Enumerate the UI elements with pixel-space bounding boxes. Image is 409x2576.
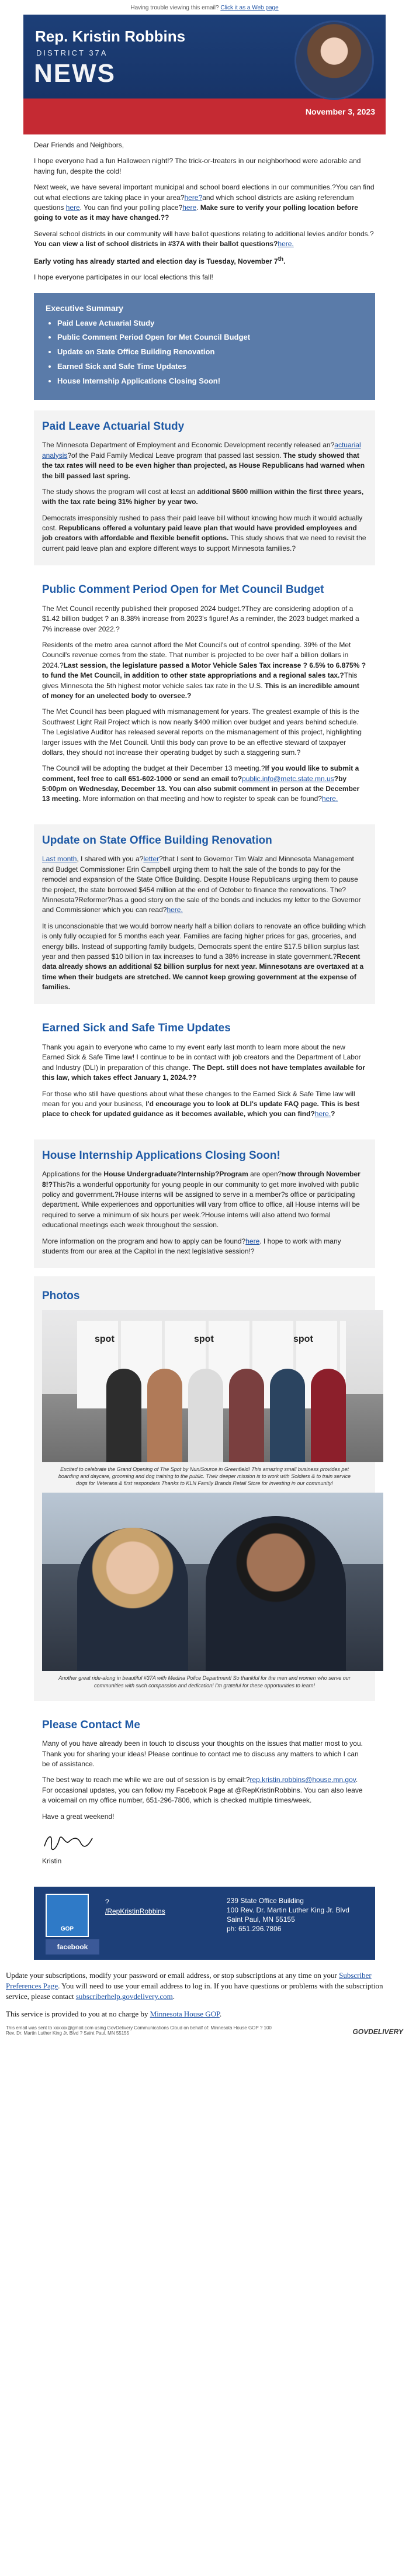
sob-p1-text: , I shared with you a? [77,855,144,864]
summary-title: Executive Summary [46,303,124,313]
met-council-p4-text-b: More information on that meeting and how to register to speak can be found? [81,795,322,803]
paid-leave-p3-text: Democrats irresponsibly rushed to pass their paid leave bill without knowing how much it would actually cost. [42,513,363,533]
sob-p1 [42,854,367,915]
intro-p3-bold: You can view a list of school districts in #37A with their ballot questions? [34,240,278,248]
esst-p2 [42,1089,367,1120]
section-photos [34,1276,375,1700]
ballot-questions-link[interactable]: here. [278,240,294,248]
newsletter-header [23,15,386,134]
person [77,1528,188,1671]
web-page-link[interactable]: Click it as a Web page [220,5,279,11]
paid-leave-p1-text: The Minnesota Department of Employment and Economic Development recently released an? [42,441,335,450]
dli-faq-link[interactable]: here. [314,1110,331,1118]
backdrop-logo: spot [293,1334,313,1344]
view-as-webpage-bar [0,0,409,15]
polling-place-link[interactable]: here [182,203,197,212]
service-provider-text [6,2009,403,2019]
met-council-p4-bold-b: ?by 5:00pm on Wednesday, December 13. You can also submit comment in person at the December 13 meeting. [42,774,360,803]
internship-p1-text: Applications for the [42,1170,104,1179]
legal-footer [0,2019,409,2036]
intro-p2-text-b: and which school districts are asking referendum questions [34,193,354,212]
district-label: DISTRICT 37A [36,49,108,57]
person [106,1369,141,1462]
provider-text: This service is provided to you at no charge by [6,2009,150,2019]
intro-p5: I hope everyone participates in our local elections this fall! [34,272,213,281]
email-link[interactable]: rep.kristin.robbins@house.mn.gov [249,1776,356,1784]
internship-apply-link[interactable]: here [245,1237,260,1245]
met-council-p2 [42,640,367,701]
intro-p3 [34,229,375,250]
met-council-meeting-link[interactable]: here. [321,795,338,803]
footer-contact-box [34,1887,375,1960]
met-council-p4-bold: If you would like to submit a comment, feel free to call 651-602-1000 or send an email to? [42,764,359,783]
internship-p1-text-b: are open? [248,1170,282,1179]
signoff: Kristin [42,1857,62,1866]
internship-p1-text-c: This?is a wonderful opportunity for young people in our community to get more involved with public policy and government.?House interns will be assigned to serve in a member?s office or participating department. While experiences and opportunities will vary from office to office, all House interns will be required to serve a minimum of six hours per week.?House interns will also attend two formal educational meetings each week throughout the session. [42,1180,360,1230]
internship-p1 [42,1169,367,1230]
signature-image [42,1831,95,1852]
paid-leave-p2-text: The study shows the program will cost at least an [42,487,197,496]
intro-p2 [34,182,375,223]
intro-p2-text-d: . [196,203,200,212]
govdelivery-logo: GOVDELIVERY [352,2028,403,2036]
greeting: Dear Friends and Neighbors, [34,141,124,149]
section-met-council [34,574,375,816]
met-council-p4 [42,764,367,804]
reformer-story-link[interactable]: here. [167,906,183,914]
paid-leave-p3 [42,513,367,554]
contact-p1: Many of you have already been in touch to discuss your thoughts on the issues that matter most to you. Thank you for sharing your ideas! Please continue to contact me to discuss any matters to which I can be of assistance. [42,1739,363,1768]
esst-p2-text: For those who still have questions about what these changes to the Earned Sick & Safe Time law will mean for you and your business, [42,1089,355,1108]
address-line: 239 State Office Building [227,1896,304,1905]
esst-p2-end: ? [331,1110,335,1118]
met-council-p2-text-b: This gives Minnesota the 5th highest motor vehicle sales tax rate in the U.S. [42,671,358,690]
contact-p2 [42,1775,367,1805]
met-council-p4-text: The Council will be adopting the budget at their December 13 meeting.? [42,764,265,773]
paid-leave-p1 [42,440,367,481]
sob-p2-bold: Recent data already shows an additional $2 billion surplus for next year. Minnesotans are overtaxed at a time when their budgets are stretched. We cannot keep growing government at the expense of families. [42,952,364,992]
unsub-text-c: . [172,1992,175,2001]
subscription-info [0,1960,409,2020]
unsub-text: Update your subscriptions, modify your password or email address, or stop subscriptions at any time on your [6,1970,339,1980]
esst-p1 [42,1042,367,1083]
photo-caption: Another great ride-along in beautiful #37A with Medina Police Department! So thankful for the men and women who serve our communities with such compassion and dedication! I'm grateful for these opportunities to learn! [58,1675,351,1688]
provider-text-end: . [219,2009,222,2019]
summary-item: • Update on State Office Building Renovation [57,347,363,358]
contact-p3: Have a great weekend! [42,1812,115,1821]
intro-p3-text: Several school districts in our community will have ballot questions relating to additional levies and/or bonds.? [34,229,374,238]
section-paid-leave [34,410,375,565]
rep-portrait [294,20,374,100]
unsub-text-b: . You will need to use your email address to log in. If you have questions or problems with the subscription service, please contact [6,1981,383,2001]
last-month-link[interactable]: Last month [42,855,77,864]
backdrop-logo: spot [194,1334,214,1344]
person [270,1369,305,1462]
section-heading: Earned Sick and Safe Time Updates [42,1022,231,1035]
intro-p4-sup: th [278,255,284,263]
person [311,1369,346,1462]
paid-leave-p1-bold: The study showed that the tax rates will need to be even higher than projected, as House Republicans had warned when the bill passed last spring. [42,451,365,480]
intro-p2-bold: Make sure to verify your polling location before going to vote as it may have changed.?? [34,203,358,222]
subscription-text [6,1970,403,2002]
subscriber-preferences-link[interactable]: Subscriber Preferences Page [6,1970,372,1990]
news-title: NEWS [34,59,116,88]
legal-line: This email was sent to xxxxxx@gmail.com using GovDelivery Communications Cloud on behalf of: Minnesota House GOP ? 100 [6,2025,272,2031]
elections-link[interactable]: here? [184,193,203,202]
intro-p4-bold: Early voting has already started and election day is Tuesday, November 7 [34,257,278,265]
photo-ride-along [42,1493,383,1671]
person [206,1516,346,1671]
office-address [227,1896,349,1934]
intro-p2-text: Next week, we have several important municipal and school board elections in our communities.?You can find out what elections are taking place in your area? [34,183,375,202]
facebook-handle-link[interactable]: /RepKristinRobbins [105,1907,165,1915]
paid-leave-p2 [42,487,367,507]
sob-p2-text: It is unconscionable that we would borrow nearly half a billion dollars to renovate an office building which is only fully occupied for 5 months each year. Families are facing higher prices for gas, groceries, and energy bills. Instead of supporting family budgets, Democrats spent the entire $17.5 billion surplus last year and then passed $10 billion in tax increases to fund a 38% increase in state government.? [42,921,366,961]
house-gop-link[interactable]: Minnesota House GOP [150,2009,220,2019]
newsletter [23,15,386,1960]
internship-p1-bold: House Undergraduate?Internship?Program [103,1170,248,1179]
photo-caption: Excited to celebrate the Grand Opening of The Spot by NuniSource in Greenfield! This amazing small business provides pet boarding and daycare, grooming and dog training to the public. Their deeper mission is to work with Soldiers & to train service dogs for Veterans & first responders Thanks to KLN Family Brands Retail Store for investing in our community! [58,1466,351,1487]
rep-name: Rep. Kristin Robbins [35,27,186,45]
legal-line: Rev. Dr. Martin Luther King Jr. Blvd ? Saint Paul, MN 55155 [6,2031,130,2036]
photo-grand-opening [42,1310,383,1462]
section-heading: Paid Leave Actuarial Study [42,420,185,433]
address-line: 100 Rev. Dr. Martin Luther King Jr. Blvd [227,1905,349,1914]
paid-leave-p3-bold: Republicans offered a voluntary paid leave plan that would have provided employees and job creators with affordable and flexible benefit options. [42,524,357,543]
paid-leave-p3-text-b: This study shows that we need to revisit the current paid leave plan and explore different ways to support Minnesota families.? [42,534,366,553]
internship-p1-bold-b: now through November 8!? [42,1170,361,1189]
met-council-p1: The Met Council recently published their proposed 2024 budget.?They are considering adoption of a $1.42 billion budget ? an 8.38% increase from 2023's figure! As a reminder, the 2023 budget marked a 7% increase over 2022.? [42,604,359,633]
met-council-email-link[interactable]: public.info@metc.state.mn.us [242,774,334,783]
section-heading: House Internship Applications Closing Soon! [42,1149,280,1162]
internship-p2 [42,1237,367,1257]
issue-date: November 3, 2023 [305,107,375,116]
person [147,1369,182,1462]
met-council-p3: The Met Council has been plagued with mismanagement for years. The greatest example of this is the Southwest Light Rail Project which is now nearly $400 million over budget and years behind schedule. The Legislative Auditor has released several reports on the mismanagement of this project, highlighting larger issues with the Met Council. Until this body can prove to be an effective steward of taxpayer dollars, they should not increase their operating budget by such a staggering sum.? [42,707,362,757]
executive-summary [34,293,375,400]
actuarial-analysis-link[interactable]: actuarial analysis [42,441,361,460]
paid-leave-p2-bold: additional $600 million within the first three years, with the tax rate being 31% higher by year two. [42,487,364,506]
intro-p4 [34,255,375,267]
intro-p1: I hope everyone had a fun Halloween night!? The trick-or-treaters in our neighborhood were adorable and having fun, despite the cold! [34,157,361,175]
referendum-link[interactable]: here [65,203,80,212]
legal-text [6,2025,272,2036]
summary-item: • Earned Sick and Safe Time Updates [57,361,363,372]
backdrop-logo: spot [95,1334,115,1344]
section-internship [34,1139,375,1269]
contact-p2-text: The best way to reach me while we are out of session is by email:? [42,1776,250,1784]
section-heading: Please Contact Me [42,1718,140,1731]
summary-item: • House Internship Applications Closing Soon! [57,376,363,387]
contact-p2-text-b: . For occasional updates, you can follow my Facebook Page at @RepKristinRobbins. You can also leave a voicemail on my office number, 651-296-7806, which is checked multiple times/week. [42,1776,363,1805]
paid-leave-p1-text-b: ?of the Paid Family Medical Leave program that passed last session. [67,451,283,460]
sob-p2 [42,921,367,993]
section-state-office-building [34,824,375,1004]
intro-p2-text-c: . You can find your polling place? [79,203,183,212]
internship-p2-text-b: . I hope to work with many students from our area at the Capitol in the next legislative session!? [42,1237,341,1256]
section-heading: Update on State Office Building Renovation [42,834,272,847]
facebook-glyph: ? [105,1897,109,1906]
section-heading: Photos [42,1290,80,1303]
esst-p2-bold: I'd encourage you to look at DLI's update FAQ page. This is best place to check for updated guidance as it becomes available, which you can find? [42,1099,360,1118]
phone-line: ph: 651.296.7806 [227,1925,282,1933]
intro-p4-end: . [283,257,286,265]
esst-p1-text: Thank you again to everyone who came to my event early last month to learn more about the new Earned Sick & Safe Time law! I continue to be in contact with job creators and the Department of Labor and Industry (DLI) in preparation of this change. [42,1043,361,1072]
person [229,1369,264,1462]
house-gop-logo [46,1894,89,1937]
address-line: Saint Paul, MN 55155 [227,1915,295,1924]
internship-p2-text: More information on the program and how to apply can be found? [42,1237,246,1245]
person [188,1369,223,1462]
met-council-p2-bold: Last session, the legislature passed a Motor Vehicle Sales Tax increase ? 6.5% to 6.875% ? to fund the Met Council, in addition to other state appropriations and a regional sales tax.? [42,661,366,680]
letter-link[interactable]: letter [143,855,160,864]
summary-item: • Public Comment Period Open for Met Council Budget [57,332,363,343]
summary-item: • Paid Leave Actuarial Study [57,318,363,329]
section-earned-sick-time [34,1012,375,1131]
section-heading: Public Comment Period Open for Met Council Budget [42,583,324,596]
esst-p1-bold: The Dept. still does not have templates available for this law, which takes effect January 1, 2024.?? [42,1063,365,1082]
met-council-p2-text: Residents of the metro area cannot afford the Met Council's out of control spending. 39% of the Met Council's revenue comes from the state. That number is projected to be over half a billion dollars in 2024.? [42,640,351,669]
view-trouble-text: Having trouble viewing this email? [130,5,221,11]
facebook-button[interactable]: facebook [46,1939,99,1955]
sob-p1-text-b: ?that I sent to Governor Tim Walz and Minnesota Management and Budget Commissioner Erin Campbell urging them to halt the sale of the bonds to pay for the remodel and expansion of the State Office Building. Despite House Republicans urging them to pause the project, the state borrowed $454 million at the end of October to finance the renovations. The? Minnesota?Reformer?has a good story on the sale of the bonds and includes my letter to the Governor and Commissioner which you can read? [42,855,361,914]
met-council-p2-bold-b: This is an incredible amount of money for an unelected body to oversee.? [42,681,359,700]
subscriber-help-link[interactable]: subscriberhelp.govdelivery.com [75,1992,173,2001]
gop-label: GOP [60,1925,74,1932]
section-contact [34,1709,375,1879]
